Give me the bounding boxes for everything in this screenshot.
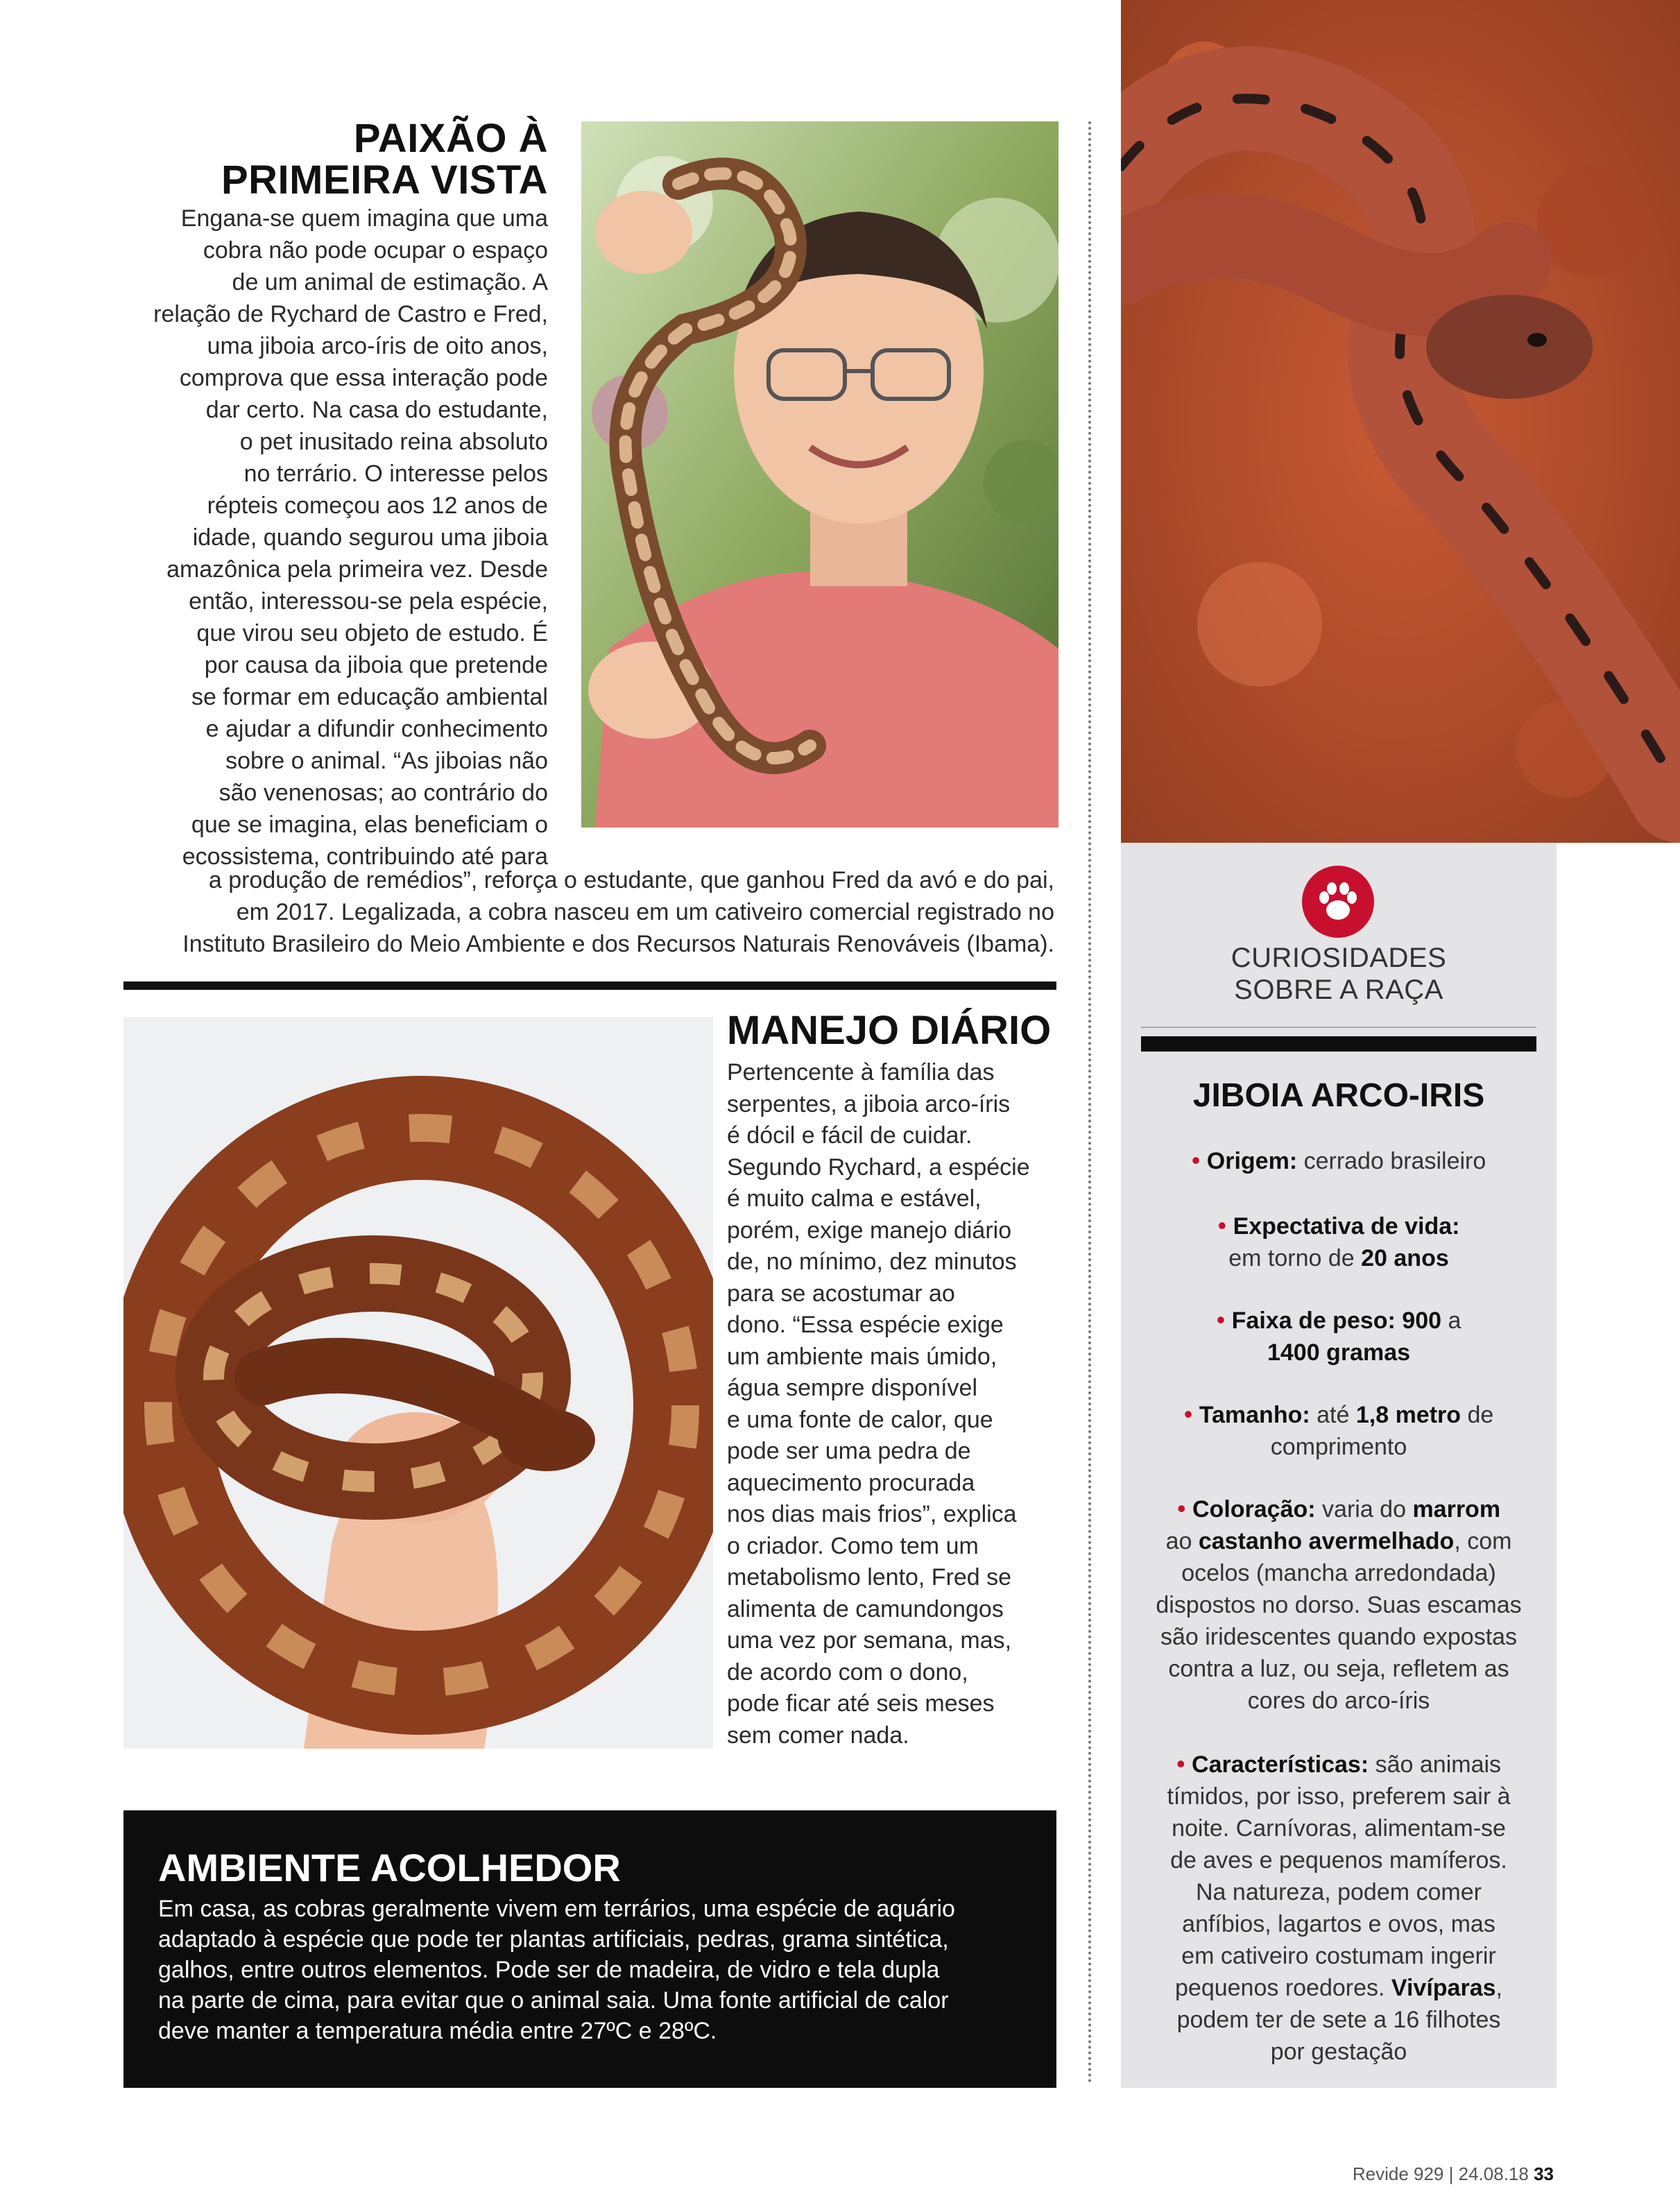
fact-bold: 900 [1395, 1308, 1442, 1334]
sidebar-thick-rule [1141, 1036, 1536, 1052]
body-line: água sempre disponível [727, 1375, 978, 1401]
fact-bold: marrom [1412, 1496, 1501, 1523]
fact-expectativa [1145, 1210, 1533, 1274]
body-line: pode ficar até seis meses [727, 1690, 995, 1717]
fact-label: Tamanho: [1199, 1402, 1310, 1428]
fact-text: por gestação [1270, 2039, 1407, 2065]
bullet-icon: • [1217, 1211, 1227, 1240]
fact-label: Expectativa de vida: [1233, 1213, 1460, 1240]
snake-in-hands-photo [123, 1017, 713, 1749]
page-number: 33 [1534, 2163, 1554, 2184]
title-line: PRIMEIRA VISTA [221, 157, 548, 203]
sidebar-heading-line: CURIOSIDADES [1231, 943, 1447, 973]
fact-label: Faixa de peso: [1231, 1308, 1396, 1334]
fact-origem [1145, 1144, 1533, 1177]
body-line: sem comer nada. [727, 1722, 909, 1749]
body-line: que se imagina, elas beneficiam o [191, 812, 548, 838]
bullet-icon: • [1191, 1146, 1201, 1174]
footer-date: 24.08.18 [1458, 2163, 1529, 2184]
body-line: então, interessou-se pela espécie, [189, 588, 548, 615]
body-line: Segundo Rychard, a espécie [727, 1154, 1030, 1181]
bullet-icon: • [1216, 1305, 1226, 1334]
section-divider-rule [123, 981, 1056, 990]
fact-text: de aves e pequenos mamíferos. [1170, 1847, 1507, 1874]
footer-magazine: Revide 929 [1352, 2163, 1444, 2184]
body-line: uma vez por semana, mas, [727, 1627, 1012, 1654]
fact-text: Na natureza, podem comer [1196, 1879, 1482, 1905]
title-line: PAIXÃO À [353, 116, 548, 161]
body-line: o pet inusitado reina absoluto [239, 429, 548, 455]
fact-caracteristicas [1145, 1748, 1533, 2068]
footer-separator: | [1448, 2163, 1454, 2184]
fact-text: tímidos, por isso, preferem sair à [1167, 1783, 1511, 1810]
fact-text: cerrado brasileiro [1297, 1148, 1486, 1174]
bullet-icon: • [1176, 1749, 1185, 1778]
body-line: no terrário. O interesse pelos [243, 461, 548, 487]
body-line: répteis começou aos 12 anos de [207, 492, 548, 519]
body-line: Instituto Brasileiro do Meio Ambiente e dos Recursos Naturais Renováveis (Ibama). [182, 931, 1054, 957]
body-line: são venenosas; ao contrário do [218, 780, 548, 806]
body-line: por causa da jiboia que pretende [204, 652, 548, 678]
body-line: de, no mínimo, dez minutos [727, 1249, 1017, 1275]
body-line: sobre o animal. “As jiboias não [225, 748, 548, 774]
body-line: deve manter a temperatura média entre 27ºC e 28ºC. [158, 2018, 717, 2044]
section2-body [727, 1057, 1060, 1751]
fact-text: em cativeiro costumam ingerir [1181, 1943, 1496, 1969]
section-title-manejo: MANEJO DIÁRIO [727, 1008, 1052, 1053]
sidebar-heading-line: SOBRE A RAÇA [1234, 975, 1443, 1005]
fact-bold: 1400 gramas [1267, 1339, 1411, 1366]
body-line: Em casa, as cobras geralmente vivem em terrários, uma espécie de aquário [158, 1896, 955, 1922]
body-line: galhos, entre outros elementos. Pode ser de madeira, de vidro e tela dupla [158, 1957, 940, 1983]
fact-text: pequenos roedores. [1175, 1975, 1391, 2001]
fact-bold: castanho avermelhado [1198, 1528, 1455, 1554]
fact-text: ocelos (mancha arredondada) [1181, 1560, 1496, 1586]
fact-text: a [1441, 1308, 1462, 1334]
body-line: e ajudar a difundir conhecimento [205, 716, 548, 742]
body-line: e uma fonte de calor, que [727, 1406, 993, 1433]
fact-text: , com [1454, 1528, 1512, 1554]
fact-text: até [1310, 1402, 1356, 1428]
body-line: em 2017. Legalizada, a cobra nasceu em um cativeiro comercial registrado no [236, 899, 1054, 925]
fact-text: dispostos no dorso. Suas escamas [1156, 1592, 1522, 1618]
body-line: cobra não pode ocupar o espaço [203, 237, 548, 264]
body-line: na parte de cima, para evitar que o animal saia. Uma fonte artificial de calor [158, 1987, 949, 2014]
section1-body [118, 203, 548, 873]
fact-bold: Vivíparas [1391, 1975, 1496, 2001]
paw-icon [1302, 866, 1374, 938]
fact-text: são iridescentes quando expostas [1160, 1624, 1518, 1650]
body-line: de um animal de estimação. A [232, 269, 548, 295]
fact-text: ao [1165, 1528, 1199, 1554]
body-line: Pertencente à família das [727, 1059, 995, 1086]
sidebar-thin-rule [1141, 1027, 1536, 1028]
page-footer [1193, 2162, 1554, 2186]
body-line: para se acostumar ao [727, 1280, 955, 1307]
species-name: JIBOIA ARCO-IRIS [1192, 1077, 1485, 1114]
fact-text: são animais [1369, 1751, 1502, 1778]
fact-text: , [1495, 1975, 1502, 2001]
fact-text: anfíbios, lagartos e ovos, mas [1182, 1911, 1495, 1937]
fact-text: de [1461, 1402, 1494, 1428]
body-line: nos dias mais frios”, explica [727, 1501, 1017, 1527]
rainbow-boa-on-soil-photo [1121, 0, 1680, 843]
body-line: Engana-se quem imagina que uma [180, 205, 548, 232]
sidebar-heading [1121, 942, 1557, 1006]
section-title-ambiente: AMBIENTE ACOLHEDOR [158, 1846, 621, 1889]
body-line: uma jiboia arco-íris de oito anos, [207, 333, 548, 359]
body-line: um ambiente mais úmido, [727, 1343, 997, 1370]
body-line: relação de Rychard de Castro e Fred, [153, 301, 548, 327]
dotted-column-divider [1088, 121, 1091, 2084]
body-line: metabolismo lento, Fred se [727, 1564, 1012, 1591]
body-line: serpentes, a jiboia arco-íris [727, 1090, 1011, 1117]
fact-text: comprimento [1270, 1434, 1407, 1460]
fact-text: contra a luz, ou seja, refletem as [1168, 1656, 1509, 1682]
body-line: idade, quando segurou uma jiboia [192, 524, 548, 551]
fact-label: Características: [1192, 1751, 1369, 1778]
body-line: aquecimento procurada [727, 1469, 975, 1496]
body-line: que virou seu objeto de estudo. É [196, 620, 548, 646]
fact-text: em torno de [1228, 1245, 1362, 1271]
fact-bold: 20 anos [1361, 1245, 1449, 1271]
fact-bold: 1,8 metro [1355, 1402, 1462, 1428]
fact-tamanho [1145, 1398, 1533, 1463]
body-line: alimenta de camundongos [727, 1595, 1004, 1622]
body-line: ecossistema, contribuindo até para [182, 843, 548, 870]
fact-text: podem ter de sete a 16 filhotes [1176, 2007, 1501, 2033]
body-line: pode ser uma pedra de [727, 1438, 971, 1464]
fact-peso [1145, 1304, 1533, 1369]
body-line: é dócil e fácil de cuidar. [727, 1122, 972, 1149]
boy-holding-snake-photo [581, 121, 1058, 828]
body-line: de acordo com o dono, [727, 1658, 968, 1686]
body-line: a produção de remédios”, reforça o estudante, que ganhou Fred da avó e do pai, [208, 867, 1054, 893]
section-title-paixao [132, 118, 548, 201]
body-line: comprova que essa interação pode [179, 365, 548, 391]
body-line: se formar em educação ambiental [191, 684, 548, 710]
body-line: adaptado à espécie que pode ter plantas artificiais, pedras, grama sintética, [158, 1926, 949, 1953]
section1-body-wide [118, 864, 1054, 960]
body-line: o criador. Como tem um [727, 1532, 979, 1559]
fact-label: Coloração: [1192, 1496, 1316, 1523]
bullet-icon: • [1176, 1494, 1186, 1523]
body-line: é muito calma e estável, [727, 1185, 982, 1212]
fact-coloracao [1145, 1493, 1533, 1717]
section3-body [158, 1894, 1032, 2046]
body-line: porém, exige manejo diário [727, 1217, 1012, 1244]
bullet-icon: • [1183, 1400, 1193, 1428]
fact-text: cores do arco-íris [1247, 1688, 1430, 1714]
fact-label: Origem: [1206, 1148, 1298, 1174]
body-line: dono. “Essa espécie exige [727, 1312, 1004, 1338]
body-line: dar certo. Na casa do estudante, [205, 397, 548, 423]
fact-text: noite. Carnívoras, alimentam-se [1172, 1815, 1506, 1842]
fact-text: varia do [1315, 1496, 1413, 1523]
body-line: amazônica pela primeira vez. Desde [166, 556, 548, 583]
